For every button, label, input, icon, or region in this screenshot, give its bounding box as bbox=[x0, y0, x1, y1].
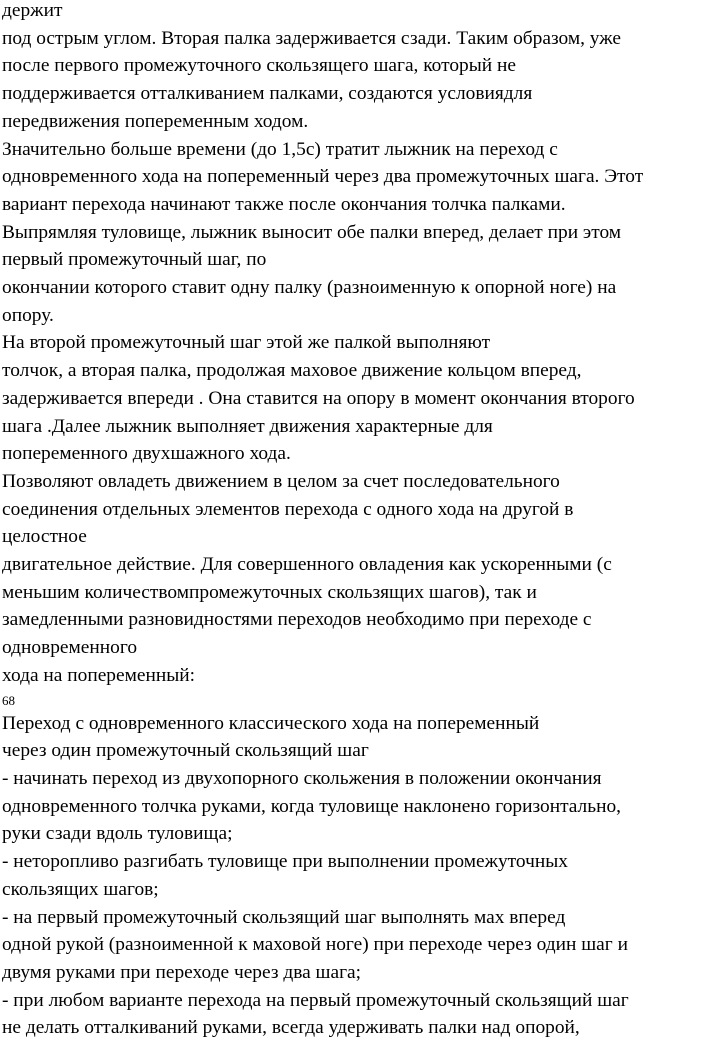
text-line: скользящих шагов; bbox=[2, 878, 159, 900]
text-line: одной рукой (разноименной к маховой ноге) при переходе через один шаг и bbox=[2, 934, 628, 956]
text-block-before bbox=[2, 0, 702, 690]
text-line: опору. bbox=[2, 304, 54, 326]
text-line: после первого промежуточного скользящего шага, который не bbox=[2, 55, 516, 77]
text-line: первый промежуточный шаг, по bbox=[2, 249, 267, 271]
text-line: Значительно больше времени (до 1,5с) тратит лыжник на переход с bbox=[2, 138, 558, 160]
text-line: толчок, а вторая палка, продолжая маховое движение кольцом вперед, bbox=[2, 360, 582, 382]
text-line: Выпрямляя туловище, лыжник выносит обе палки вперед, делает при этом bbox=[2, 221, 622, 243]
text-line: под острым углом. Вторая палка задерживается сзади. Таким образом, уже bbox=[2, 27, 621, 49]
text-line: одновременного bbox=[2, 637, 138, 659]
text-line: держит bbox=[2, 0, 63, 21]
text-line: двумя руками при переходе через два шага; bbox=[2, 961, 362, 983]
text-line: - неторопливо разгибать туловище при выполнении промежуточных bbox=[2, 851, 568, 873]
text-line: одновременного толчка руками, когда туловище наклонено горизонтально, bbox=[2, 795, 622, 817]
text-line: На второй промежуточный шаг этой же палкой выполняют bbox=[2, 332, 491, 354]
text-line: хода на попеременный: bbox=[2, 664, 196, 686]
text-line: одновременного хода на попеременный через два промежуточных шага. Этот bbox=[2, 166, 644, 188]
text-line: руки сзади вдоль туловища; bbox=[2, 823, 233, 845]
text-line: - на первый промежуточный скользящий шаг выполнять мах вперед bbox=[2, 906, 566, 928]
text-line: соединения отдельных элементов перехода с одного хода на другой в bbox=[2, 498, 574, 520]
text-line: задерживается впереди . Она ставится на опору в момент окончания второго bbox=[2, 387, 635, 409]
text-line: передвижения попеременным ходом. bbox=[2, 110, 309, 132]
text-line: - начинать переход из двухопорного скольжения в положении окончания bbox=[2, 767, 602, 789]
page-number: 68 bbox=[2, 692, 15, 708]
text-line: через один промежуточный скользящий шаг bbox=[2, 740, 369, 762]
text-line: - при любом варианте перехода на первый промежуточный скользящий шаг bbox=[2, 989, 629, 1011]
text-line: Переход с одновременного классического хода на попеременный bbox=[2, 712, 540, 734]
text-line: двигательное действие. Для совершенного овладения как ускоренными (с bbox=[2, 554, 612, 576]
text-line: замедленными разновидностями переходов необходимо при переходе с bbox=[2, 609, 592, 631]
text-line: поддерживается отталкиванием палками, создаются условиядля bbox=[2, 83, 533, 105]
text-line: не делать отталкиваний руками, всегда удерживать палки над опорой, bbox=[2, 1017, 580, 1039]
text-line: шага .Далее лыжник выполняет движения характерные для bbox=[2, 415, 493, 437]
document-page bbox=[2, 0, 702, 1042]
text-line: вариант перехода начинают также после окончания толчка палками. bbox=[2, 193, 566, 215]
text-line: попеременного двухшажного хода. bbox=[2, 443, 291, 465]
text-line: целостное bbox=[2, 526, 87, 548]
text-line: Позволяют овладеть движением в целом за счет последовательного bbox=[2, 470, 560, 492]
text-line: меньшим количествомпромежуточных скользящих шагов), так и bbox=[2, 581, 537, 603]
text-line: окончании которого ставит одну палку (разноименную к опорной ноге) на bbox=[2, 277, 617, 299]
text-block-after bbox=[2, 710, 702, 1042]
